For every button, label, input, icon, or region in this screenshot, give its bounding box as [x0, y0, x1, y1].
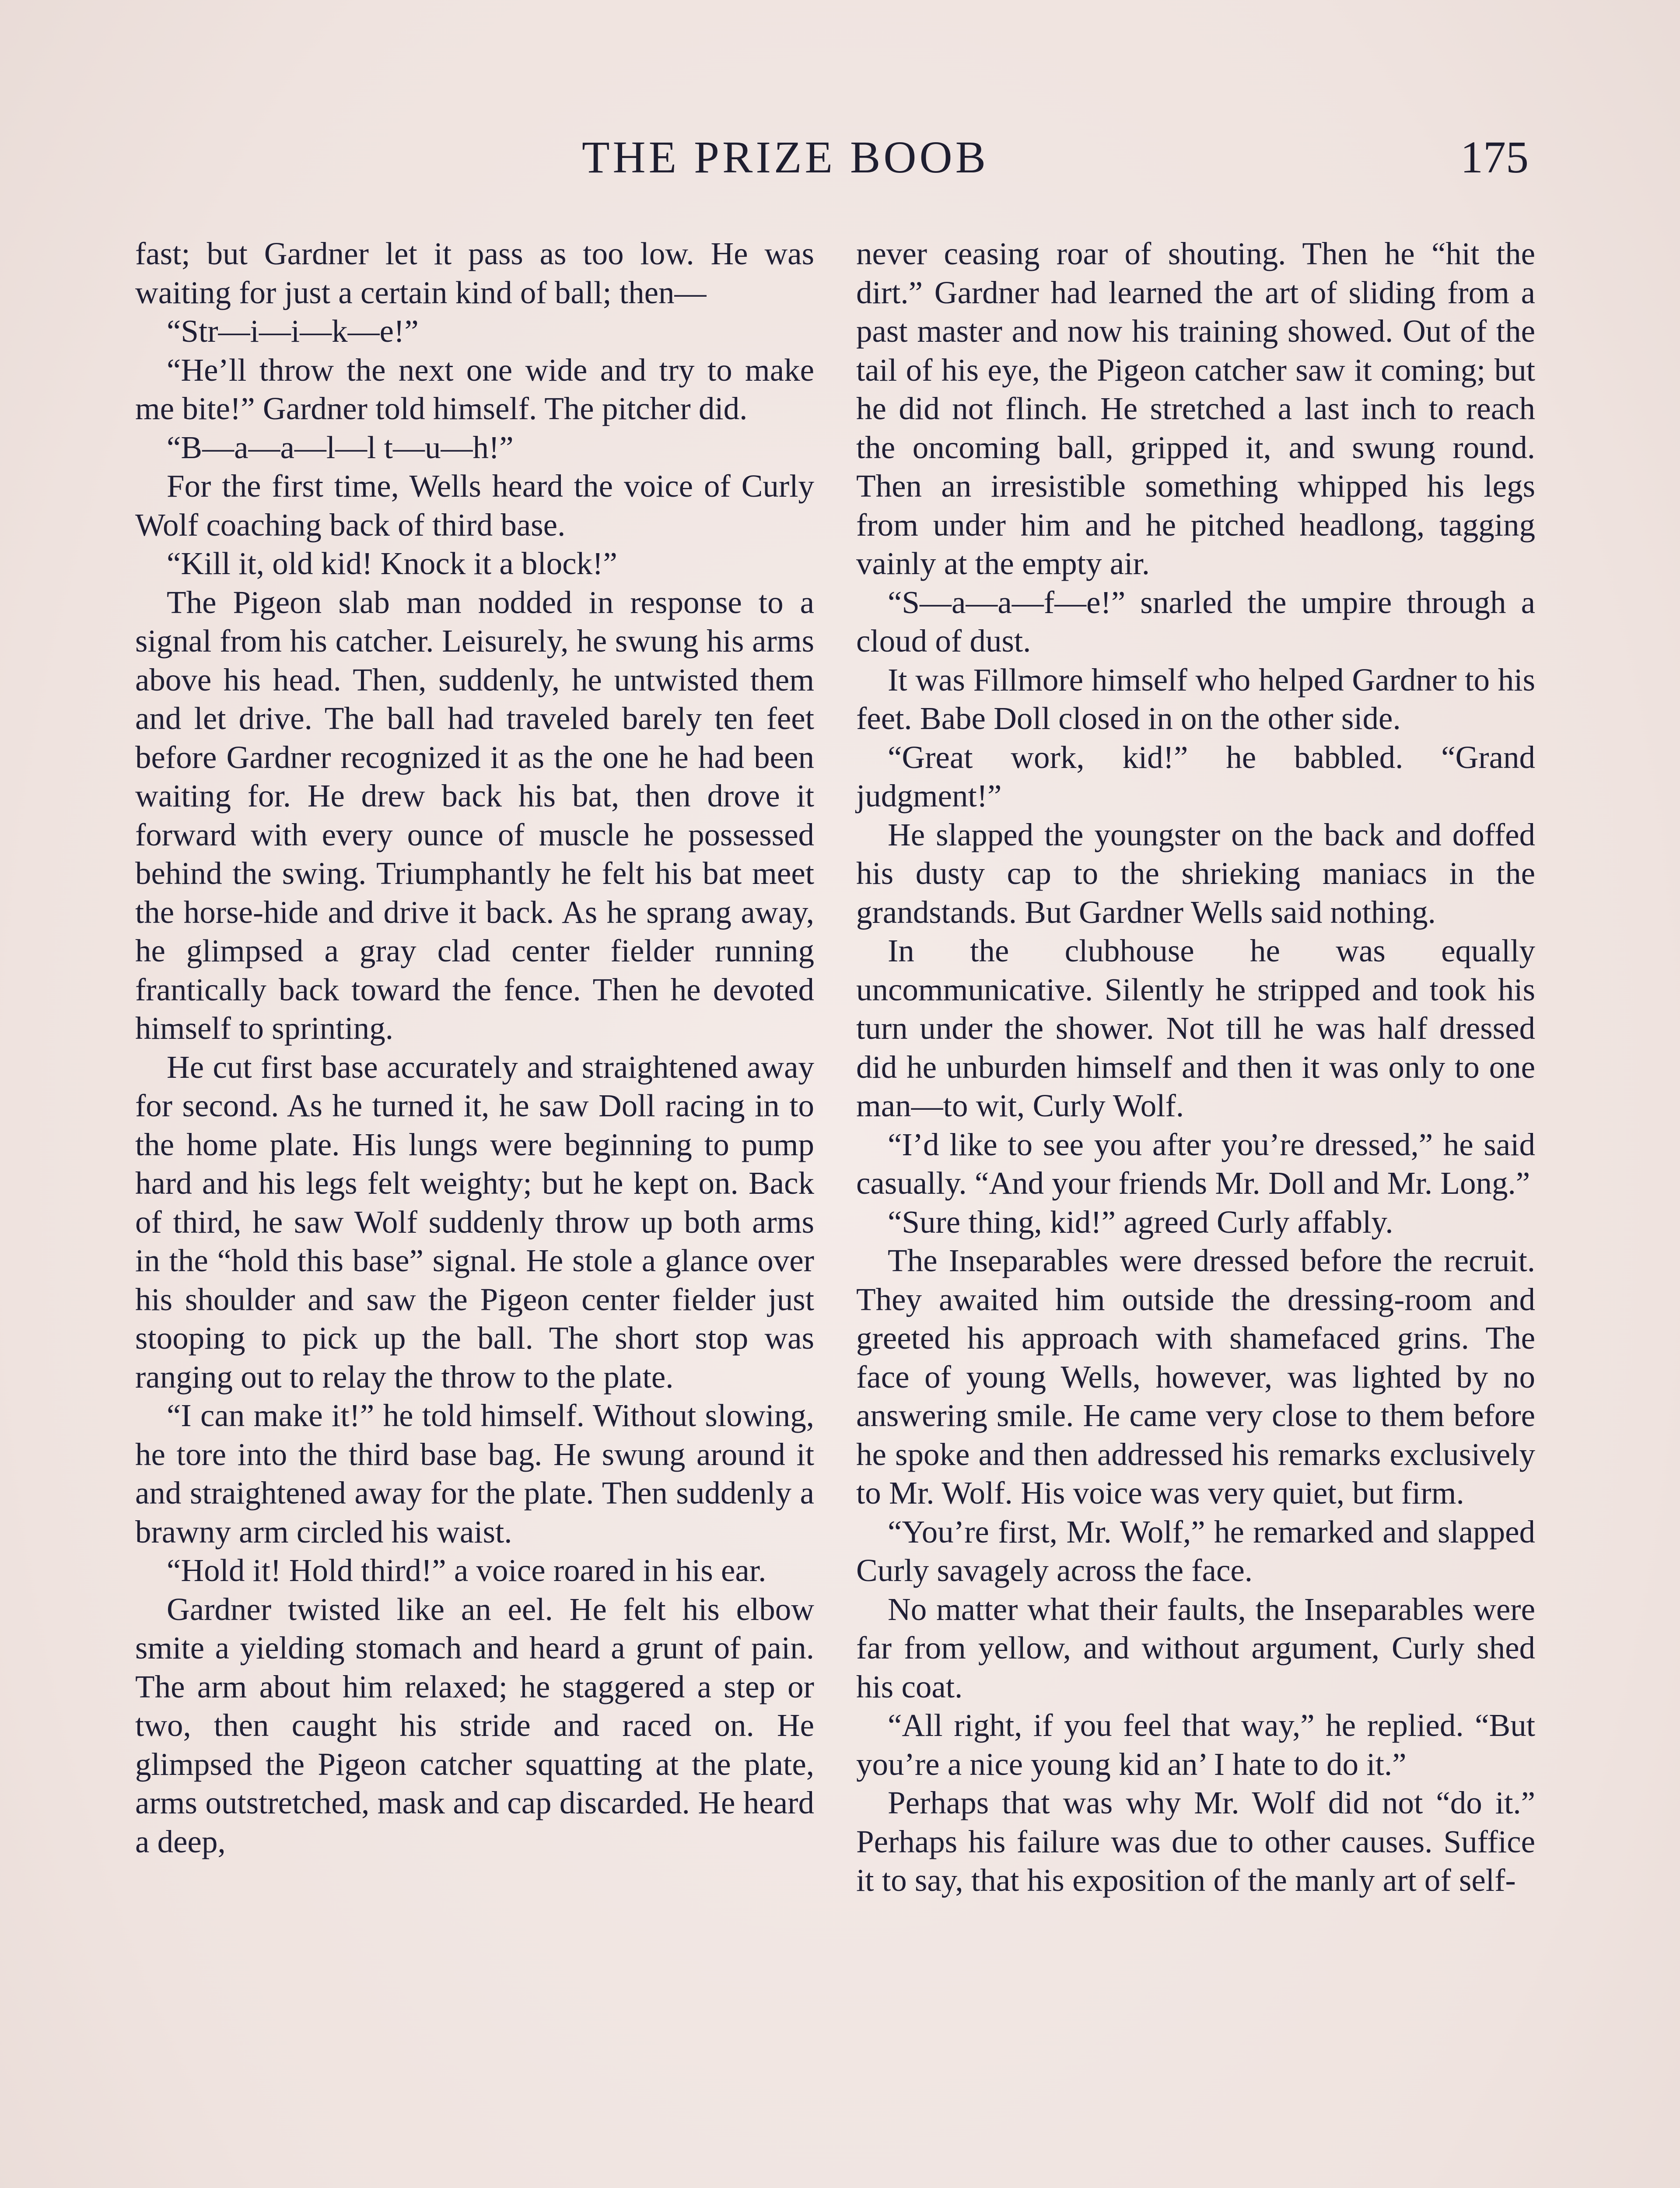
paragraph: No matter what their faults, the Inseparables were far from yellow, and without argument, Curly shed his coat.: [856, 1591, 1535, 1704]
right-text-column: [856, 235, 1535, 1900]
paragraph: Perhaps that was why Mr. Wolf did not “do it.” Perhaps his failure was due to other causes. Suffice it to say, that his exposition of the manly art of self-: [856, 1785, 1535, 1898]
left-text-column: [135, 235, 814, 1861]
paragraph: “Str—i—i—k—e!”: [167, 313, 419, 349]
page-number: 175: [1460, 132, 1529, 182]
paragraph: For the first time, Wells heard the voice of Curly Wolf coaching back of third base.: [135, 468, 814, 543]
paragraph: In the clubhouse he was equally uncommunicative. Silently he stripped and took his turn under the shower. Not till he was half dressed did he unburden himself and then it was only to one man—to wit, Curly Wolf.: [856, 933, 1535, 1123]
paragraph: fast; but Gardner let it pass as too low. He was waiting for just a certain kind of ball; then—: [135, 236, 814, 310]
paragraph: never ceasing roar of shouting. Then he “hit the dirt.” Gardner had learned the art of sliding from a past master and now his training showed. Out of the tail of his eye, the Pigeon catcher saw it coming; but he did not flinch. He stretched a last inch to reach the oncoming ball, gripped it, and swung round. Then an irresistible something whipped his legs from under him and he pitched headlong, tagging vainly at the empty air.: [856, 236, 1535, 581]
paragraph: He slapped the youngster on the back and doffed his dusty cap to the shrieking maniacs in the grandstands. But Gardner Wells said nothing.: [856, 817, 1535, 930]
paragraph: “I’d like to see you after you’re dressed,” he said casually. “And your friends Mr. Doll and Mr. Long.”: [856, 1126, 1535, 1201]
paragraph: Gardner twisted like an eel. He felt his elbow smite a yielding stomach and heard a grunt of pain. The arm about him relaxed; he staggered a step or two, then caught his stride and raced on. He glimpsed the Pigeon catcher squatting at the plate, arms outstretched, mask and cap discarded. He heard a deep,: [135, 1591, 814, 1859]
paragraph: “All right, if you feel that way,” he replied. “But you’re a nice young kid an’ I hate to do it.”: [856, 1708, 1535, 1782]
paragraph: “S—a—a—f—e!” snarled the umpire through a cloud of dust.: [856, 584, 1535, 659]
paragraph: He cut first base accurately and straightened away for second. As he turned it, he saw Doll racing in to the home plate. His lungs were beginning to pump hard and his legs felt weighty; but he kept on. Back of third, he saw Wolf suddenly throw up both arms in the “hold this base” signal. He stole a glance over his shoulder and saw the Pigeon center fielder just stooping to pick up the ball. The short stop was ranging out to relay the throw to the plate.: [135, 1049, 814, 1395]
paragraph: “B—a—a—l—l t—u—h!”: [167, 429, 514, 465]
paragraph: The Inseparables were dressed before the recruit. They awaited him outside the dressing-room and greeted his approach with shamefaced grins. The face of young Wells, however, was lighted by no answering smile. He came very close to them before he spoke and then addressed his remarks exclusively to Mr. Wolf. His voice was very quiet, but firm.: [856, 1243, 1535, 1511]
paragraph: It was Fillmore himself who helped Gardner to his feet. Babe Doll closed in on the other side.: [856, 662, 1535, 736]
paragraph: “I can make it!” he told himself. Without slowing, he tore into the third base bag. He swung around it and straightened away for the plate. Then suddenly a brawny arm circled his waist.: [135, 1398, 814, 1550]
paragraph: “He’ll throw the next one wide and try to make me bite!” Gardner told himself. The pitcher did.: [135, 352, 814, 426]
paragraph: The Pigeon slab man nodded in response to a signal from his catcher. Leisurely, he swung his arms above his head. Then, suddenly, he untwisted them and let drive. The ball had traveled barely ten feet before Gardner recognized it as the one he had been waiting for. He drew back his bat, then drove it forward with every ounce of muscle he possessed behind the swing. Triumphantly he felt his bat meet the horse-hide and drive it back. As he sprang away, he glimpsed a gray clad center fielder running frantically back toward the fence. Then he devoted himself to sprinting.: [135, 584, 814, 1046]
paragraph: “You’re first, Mr. Wolf,” he remarked and slapped Curly savagely across the face.: [856, 1514, 1535, 1588]
paragraph: “Great work, kid!” he babbled. “Grand judgment!”: [856, 739, 1535, 813]
paragraph: “Hold it! Hold third!” a voice roared in his ear.: [167, 1553, 766, 1588]
paragraph: “Sure thing, kid!” agreed Curly affably.: [888, 1204, 1393, 1240]
paragraph: “Kill it, old kid! Knock it a block!”: [167, 546, 617, 581]
running-head-title: THE PRIZE BOOB: [582, 132, 989, 182]
